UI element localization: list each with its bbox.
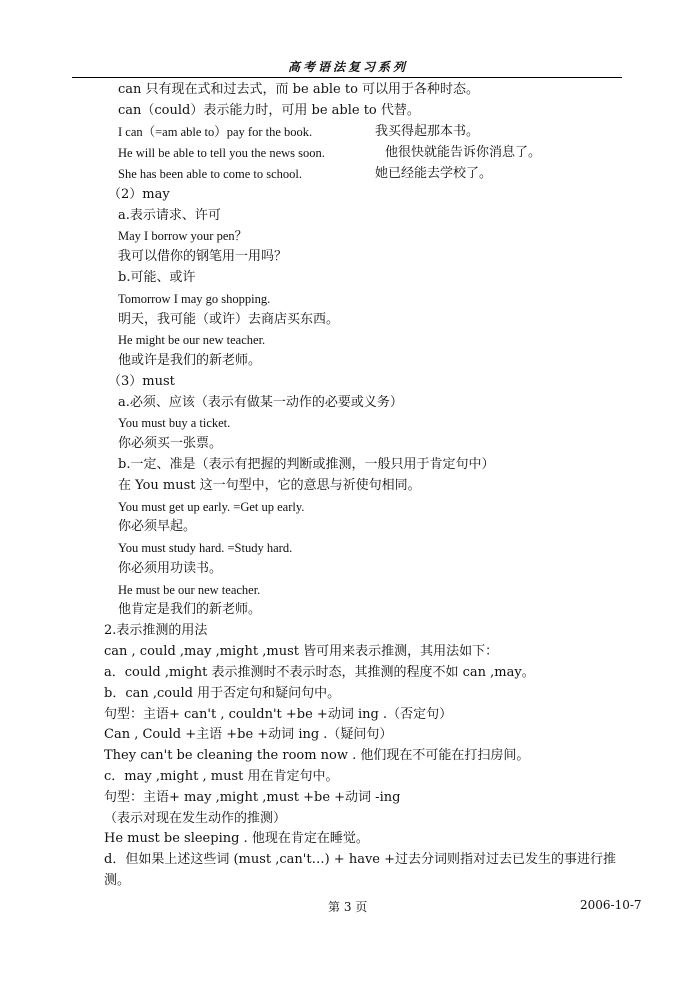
footer-date: 2006-10-7 bbox=[580, 898, 642, 912]
text-line: 在 You must 这一句型中，它的意思与祈使句相同。 bbox=[118, 478, 421, 493]
text-line: 你必须早起。 bbox=[118, 519, 197, 534]
text-line: 句型：主语+ may ,might ,must +be +动词 -ing bbox=[104, 790, 401, 805]
text-line: 我可以借你的钢笔用一用吗？ bbox=[118, 249, 288, 264]
text-line: Can , Could +主语 +be +动词 ing .（疑问句） bbox=[104, 727, 393, 742]
text-line: can , could ,may ,might ,must 皆可用来表示推测，其用法如下： bbox=[104, 644, 499, 659]
text-line: b.一定、准是（表示有把握的判断或推测，一般只用于肯定句中） bbox=[118, 457, 495, 472]
text-line: a.必须、应该（表示有做某一动作的必要或义务） bbox=[118, 395, 403, 410]
text-line: a.表示请求、许可 bbox=[118, 208, 221, 223]
text-line: You must get up early. =Get up early. bbox=[118, 500, 305, 514]
text-line: 他或许是我们的新老师。 bbox=[118, 353, 262, 368]
header-title: 高考语法复习系列 bbox=[287, 60, 408, 74]
text-line: c．may ,might , must 用在肯定句中。 bbox=[104, 769, 339, 784]
header-rule bbox=[72, 77, 622, 78]
text-line: 2.表示推测的用法 bbox=[104, 623, 208, 638]
translation-text: 他很快就能告诉你消息了。 bbox=[385, 145, 542, 160]
text-line: （3）must bbox=[108, 374, 175, 389]
text-line: Tomorrow I may go shopping. bbox=[118, 292, 271, 306]
text-line: 测。 bbox=[104, 873, 131, 888]
text-line: 他肯定是我们的新老师。 bbox=[118, 602, 262, 617]
text-line: 你必须买一张票。 bbox=[118, 436, 223, 451]
text-line: b．can ,could 用于否定句和疑问句中。 bbox=[104, 686, 341, 701]
text-line: He might be our new teacher. bbox=[118, 333, 266, 347]
text-line: He must be our new teacher. bbox=[118, 583, 261, 597]
page-number: 第 3 页 bbox=[328, 900, 368, 914]
text-line: a．could ,might 表示推测时不表示时态，其推测的程度不如 can ,may。 bbox=[104, 665, 535, 680]
text-line: can 只有现在式和过去式，而 be able to 可以用于各种时态。 bbox=[118, 82, 480, 97]
text-line: 明天，我可能（或许）去商店买东西。 bbox=[118, 312, 340, 327]
text-line: （2）may bbox=[108, 187, 170, 202]
text-line: d．但如果上述这些词 (must ,can't…) + have +过去分词则指对过去已发生的事进行推 bbox=[104, 852, 617, 867]
text-line: You must buy a ticket. bbox=[118, 416, 231, 430]
text-line: They can't be cleaning the room now . 他们现在不可能在打扫房间。 bbox=[104, 748, 530, 763]
text-line: 句型：主语+ can't , couldn't +be +动词 ing .（否定句） bbox=[104, 707, 453, 722]
text-line: b.可能、或许 bbox=[118, 270, 196, 285]
text-line: 你必须用功读书。 bbox=[118, 561, 223, 576]
translation-text: 她已经能去学校了。 bbox=[375, 166, 493, 181]
translation-text: 我买得起那本书。 bbox=[375, 124, 480, 139]
text-line: （表示对现在发生动作的推测） bbox=[104, 811, 287, 826]
text-line: She has been able to come to school. bbox=[118, 167, 302, 181]
text-line: I can（=am able to）pay for the book. bbox=[118, 125, 313, 139]
text-line: He will be able to tell you the news soon. bbox=[118, 146, 325, 160]
text-line: He must be sleeping . 他现在肯定在睡觉。 bbox=[104, 831, 369, 846]
text-line: May I borrow your pen？ bbox=[118, 229, 248, 243]
text-line: You must study hard. =Study hard. bbox=[118, 541, 293, 555]
text-line: can（could）表示能力时，可用 be able to 代替。 bbox=[118, 103, 420, 118]
